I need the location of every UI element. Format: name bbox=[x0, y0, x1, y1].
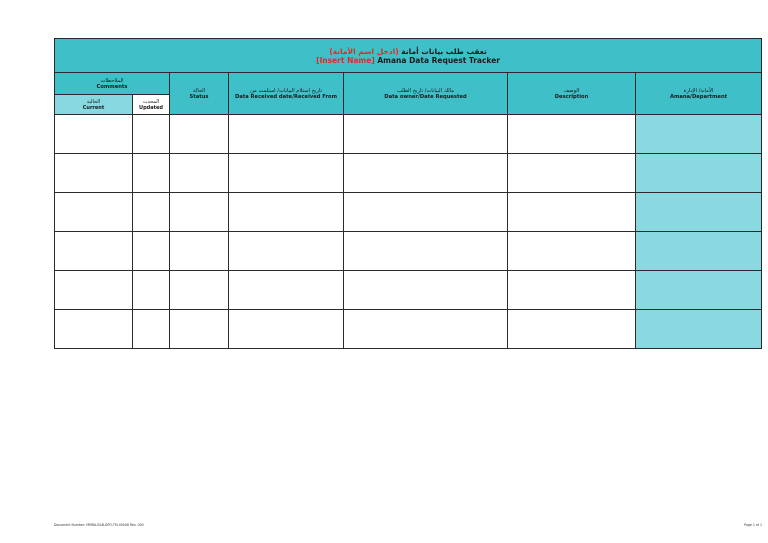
header-updated bbox=[133, 95, 170, 115]
header-description-en: Description bbox=[554, 93, 589, 100]
header-owner bbox=[344, 73, 508, 115]
table-row bbox=[55, 310, 762, 349]
table-title bbox=[55, 39, 762, 73]
cell-status[interactable] bbox=[170, 154, 229, 193]
cell-status[interactable] bbox=[170, 193, 229, 232]
header-status-en: Status bbox=[189, 93, 209, 100]
cell-status[interactable] bbox=[170, 232, 229, 271]
cell-department[interactable] bbox=[636, 232, 762, 271]
header-comments bbox=[55, 73, 170, 95]
cell-department[interactable] bbox=[636, 193, 762, 232]
header-comments-en: Comments bbox=[96, 83, 128, 90]
cell-updated[interactable] bbox=[133, 232, 170, 271]
cell-owner[interactable] bbox=[344, 115, 508, 154]
cell-received[interactable] bbox=[229, 154, 344, 193]
cell-description[interactable] bbox=[508, 193, 636, 232]
header-received-ar: تاريخ استلام البيانات/ استلمت من bbox=[250, 87, 322, 94]
title-arabic-prefix: تعقب طلب بيانات أمانة bbox=[401, 46, 487, 56]
cell-updated[interactable] bbox=[133, 310, 170, 349]
header-status-ar: الحالة bbox=[192, 87, 206, 94]
cell-updated[interactable] bbox=[133, 271, 170, 310]
header-department bbox=[636, 73, 762, 115]
header-comments-ar: الملاحظات bbox=[100, 77, 124, 84]
title-english-text: Amana Data Request Tracker bbox=[377, 55, 500, 65]
title-arabic bbox=[55, 47, 761, 56]
cell-description[interactable] bbox=[508, 310, 636, 349]
cell-updated[interactable] bbox=[133, 154, 170, 193]
header-current-ar: الحالية bbox=[86, 98, 101, 105]
cell-current[interactable] bbox=[55, 154, 133, 193]
header-received-en: Data Received date/Received From bbox=[234, 93, 338, 100]
header-description-ar: الوصف bbox=[563, 87, 580, 94]
header-received bbox=[229, 73, 344, 115]
table-row bbox=[55, 271, 762, 310]
table-row bbox=[55, 115, 762, 154]
cell-current[interactable] bbox=[55, 310, 133, 349]
title-english bbox=[316, 56, 500, 65]
cell-current[interactable] bbox=[55, 115, 133, 154]
title-placeholder-en: [Insert Name] bbox=[316, 55, 375, 65]
header-updated-ar: المحدث bbox=[142, 98, 160, 105]
cell-description[interactable] bbox=[508, 232, 636, 271]
cell-owner[interactable] bbox=[344, 193, 508, 232]
document-number: Document Number: MMRA-E&B-DPO-TM-00008 Rev. 000 bbox=[54, 523, 144, 527]
cell-department[interactable] bbox=[636, 154, 762, 193]
cell-owner[interactable] bbox=[344, 310, 508, 349]
cell-owner[interactable] bbox=[344, 271, 508, 310]
cell-department[interactable] bbox=[636, 271, 762, 310]
page-number: Page 1 of 1 bbox=[744, 523, 762, 527]
header-owner-ar: مالك البيانات/ تاريخ الطلب bbox=[396, 87, 455, 94]
cell-department[interactable] bbox=[636, 310, 762, 349]
cell-description[interactable] bbox=[508, 154, 636, 193]
cell-owner[interactable] bbox=[344, 154, 508, 193]
header-description bbox=[508, 73, 636, 115]
cell-current[interactable] bbox=[55, 193, 133, 232]
title-arabic-placeholder: (ادخل اسم الأمانة) bbox=[329, 46, 399, 56]
cell-status[interactable] bbox=[170, 271, 229, 310]
cell-status[interactable] bbox=[170, 115, 229, 154]
header-status bbox=[170, 73, 229, 115]
header-department-ar: الأمانة/ الإدارة bbox=[683, 87, 714, 94]
header-department-en: Amana/Department bbox=[669, 93, 728, 100]
cell-current[interactable] bbox=[55, 232, 133, 271]
table-row bbox=[55, 154, 762, 193]
cell-department[interactable] bbox=[636, 115, 762, 154]
cell-owner[interactable] bbox=[344, 232, 508, 271]
table-row bbox=[55, 232, 762, 271]
header-owner-en: Data owner/Date Requested bbox=[384, 93, 467, 100]
cell-received[interactable] bbox=[229, 271, 344, 310]
cell-received[interactable] bbox=[229, 232, 344, 271]
cell-received[interactable] bbox=[229, 193, 344, 232]
cell-received[interactable] bbox=[229, 115, 344, 154]
header-current-en: Current bbox=[82, 104, 105, 111]
cell-current[interactable] bbox=[55, 271, 133, 310]
cell-description[interactable] bbox=[508, 271, 636, 310]
cell-received[interactable] bbox=[229, 310, 344, 349]
cell-updated[interactable] bbox=[133, 193, 170, 232]
table-row bbox=[55, 193, 762, 232]
header-updated-en: Updated bbox=[139, 104, 163, 111]
cell-updated[interactable] bbox=[133, 115, 170, 154]
cell-status[interactable] bbox=[170, 310, 229, 349]
cell-description[interactable] bbox=[508, 115, 636, 154]
tracker-table bbox=[54, 38, 762, 349]
header-current bbox=[55, 95, 133, 115]
